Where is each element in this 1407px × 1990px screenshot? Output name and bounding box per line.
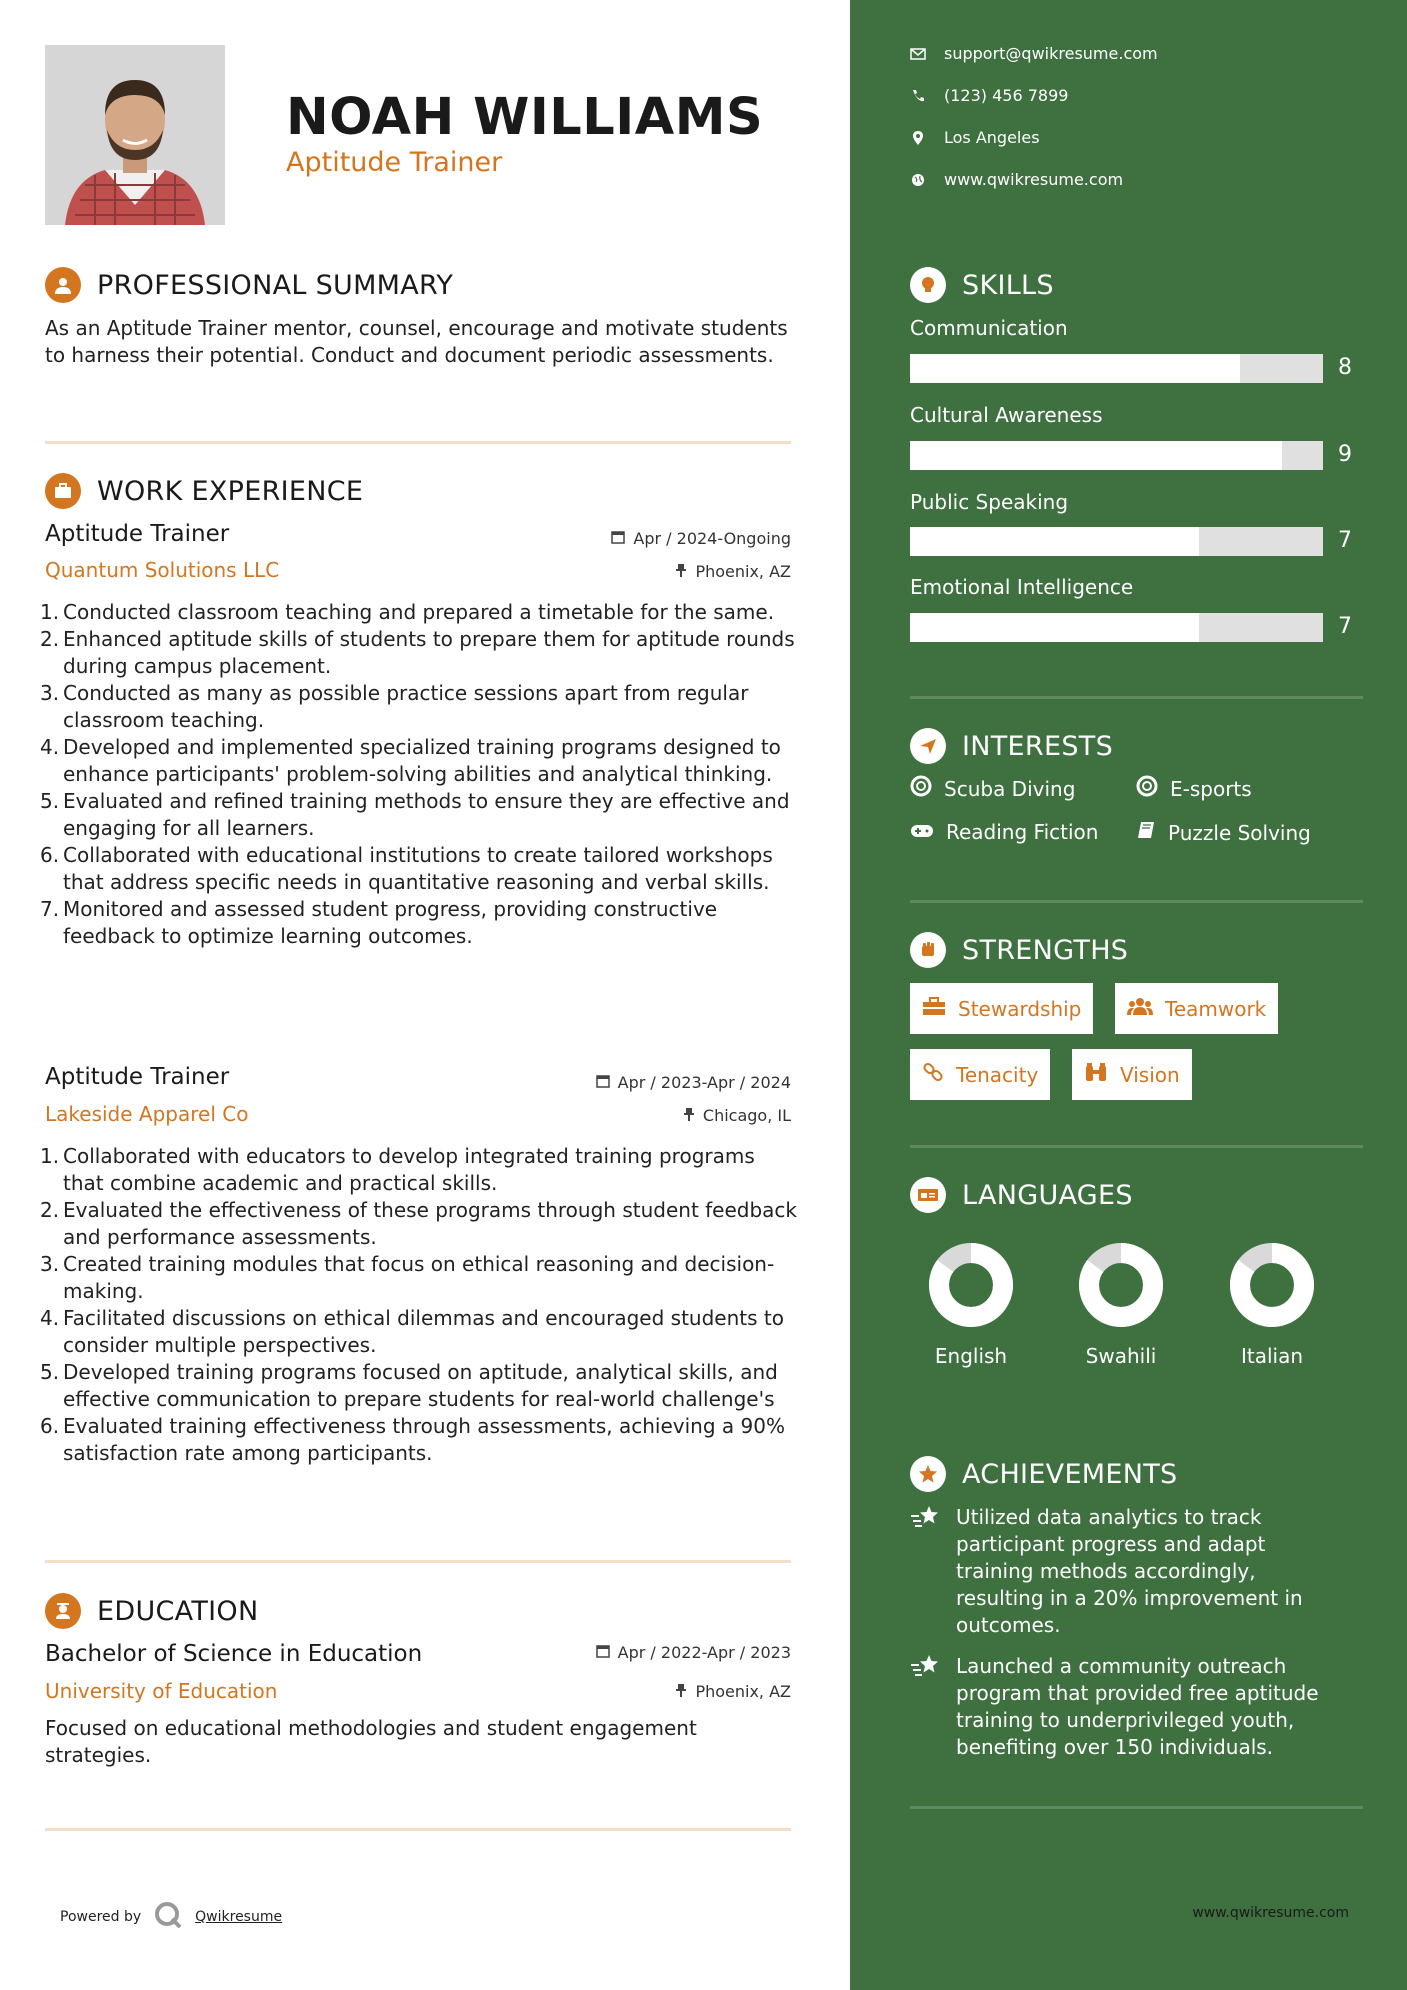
graduation-icon — [45, 1593, 81, 1629]
pin-icon — [683, 1106, 695, 1125]
language-label: English — [934, 1344, 1008, 1368]
life-ring-icon — [910, 775, 932, 802]
skill-fill — [910, 441, 1282, 470]
job-dates-text: Apr / 2024-Ongoing — [633, 529, 791, 548]
interests-heading — [910, 728, 1113, 764]
language-item — [1046, 1240, 1196, 1368]
skills-title: SKILLS — [962, 269, 1054, 301]
strength-label: Vision — [1120, 1062, 1180, 1087]
contact-website — [910, 170, 1123, 189]
job-dates-text: Apr / 2023-Apr / 2024 — [617, 1073, 791, 1092]
strength-badge — [910, 1049, 1050, 1100]
job-location-text: Chicago, IL — [702, 1106, 791, 1125]
email-text[interactable]: support@qwikresume.com — [944, 44, 1158, 63]
language-label: Swahili — [1085, 1344, 1157, 1368]
list-item: 1. Conducted classroom teaching and prepared a timetable for the same. — [40, 600, 775, 624]
list-item: 7. Monitored and assessed student progress, providing constructive feedback to optimize learning outcomes. — [40, 897, 718, 948]
strength-label: Teamwork — [1165, 996, 1267, 1021]
strengths-title: STRENGTHS — [962, 934, 1129, 966]
map-pin-icon — [910, 130, 926, 146]
work-heading — [45, 473, 363, 509]
skill-name: Emotional Intelligence — [910, 575, 1134, 599]
section-divider — [45, 1828, 791, 1831]
candidate-name: NOAH WILLIAMS — [286, 88, 764, 147]
qwikresume-logo-icon — [153, 1900, 183, 1934]
book-icon — [1136, 820, 1156, 845]
education-location — [675, 1682, 791, 1701]
interests-title: INTERESTS — [962, 730, 1114, 762]
list-item: 3. Created training modules that focus on ethical reasoning and decision-making. — [40, 1252, 775, 1303]
language-donut — [1227, 1240, 1317, 1330]
globe-icon — [910, 172, 926, 188]
skill-fill — [910, 354, 1240, 383]
paper-plane-icon — [910, 728, 946, 764]
achievement-item — [910, 1504, 1346, 1639]
candidate-title: Aptitude Trainer — [286, 147, 503, 178]
list-item: 5. Evaluated and refined training methods to ensure they are effective and engaging for all learners. — [40, 789, 790, 840]
contact-phone — [910, 86, 1068, 105]
binoculars-icon — [1084, 1062, 1108, 1087]
job-company: Lakeside Apparel Co — [45, 1102, 249, 1126]
link-icon — [922, 1061, 944, 1088]
fist-icon — [910, 932, 946, 968]
job-dates — [596, 1073, 791, 1092]
achievements-heading — [910, 1456, 1178, 1492]
job-title: Aptitude Trainer — [45, 521, 230, 547]
list-item: 2. Evaluated the effectiveness of these programs through student feedback and performance assessments. — [40, 1198, 798, 1249]
interest-item — [910, 820, 1098, 844]
shooting-star-icon — [910, 1653, 942, 1761]
list-item: 3. Conducted as many as possible practice sessions apart from regular classroom teaching. — [40, 681, 749, 732]
gamepad-icon — [910, 820, 934, 844]
skill-name: Cultural Awareness — [910, 403, 1103, 427]
interest-item — [1136, 820, 1311, 845]
list-item: 5. Developed training programs focused on aptitude, analytical skills, and effective communication to prepare students for real-world challenge's — [40, 1360, 778, 1411]
shooting-star-icon — [910, 1504, 942, 1639]
achievement-text: Launched a community outreach program that provided free aptitude training to underprivileged youth, benefiting over 150 individuals. — [956, 1654, 1319, 1759]
profile-photo — [45, 45, 225, 225]
envelope-icon — [910, 46, 926, 62]
interest-label: Scuba Diving — [944, 776, 1076, 801]
interest-item — [910, 775, 1075, 802]
section-divider — [45, 1560, 791, 1563]
user-icon — [45, 267, 81, 303]
school-name: University of Education — [45, 1679, 278, 1703]
skill-fill — [910, 527, 1199, 556]
footer-url[interactable]: www.qwikresume.com — [1192, 1905, 1349, 1921]
degree-title: Bachelor of Science in Education — [45, 1641, 423, 1667]
website-text[interactable]: www.qwikresume.com — [944, 170, 1124, 189]
education-dates — [596, 1643, 791, 1662]
skill-name: Communication — [910, 316, 1068, 340]
job-duties — [40, 1143, 800, 1467]
education-text: Focused on educational methodologies and student engagement strategies. — [45, 1716, 697, 1767]
job-title: Aptitude Trainer — [45, 1064, 230, 1090]
job-location — [683, 1106, 791, 1125]
users-icon — [1127, 996, 1153, 1021]
work-title: WORK EXPERIENCE — [97, 475, 364, 507]
language-item — [1197, 1240, 1347, 1368]
skill-level: 8 — [1338, 355, 1352, 380]
strength-badge — [1115, 983, 1278, 1034]
calendar-icon — [611, 529, 625, 548]
interest-label: Puzzle Solving — [1168, 820, 1311, 845]
section-divider — [45, 441, 791, 444]
language-label: Italian — [1240, 1344, 1304, 1368]
interest-item — [1136, 775, 1252, 802]
footer-powered — [60, 1900, 282, 1934]
summary-title: PROFESSIONAL SUMMARY — [97, 269, 454, 301]
strengths-heading — [910, 932, 1128, 968]
pin-icon — [675, 1682, 687, 1701]
powered-by-label: Powered by — [60, 1909, 142, 1925]
job-duties — [40, 599, 800, 950]
phone-text: (123) 456 7899 — [944, 86, 1069, 105]
education-heading — [45, 1593, 258, 1629]
lightbulb-icon — [910, 267, 946, 303]
languages-title: LANGUAGES — [962, 1179, 1133, 1211]
skill-level: 9 — [1338, 442, 1352, 467]
list-item: 2. Enhanced aptitude skills of students to prepare them for aptitude rounds during campus placement. — [40, 627, 795, 678]
language-icon — [910, 1177, 946, 1213]
list-item: 6. Evaluated training effectiveness through assessments, achieving a 90% satisfaction rate among participants. — [40, 1414, 785, 1465]
language-donut — [1076, 1240, 1166, 1330]
achievement-text: Utilized data analytics to track participant progress and adapt training methods accordingly, resulting in a 20% improvement in outcomes. — [956, 1505, 1303, 1637]
language-donut — [926, 1240, 1016, 1330]
pin-icon — [675, 562, 687, 581]
list-item: 4. Developed and implemented specialized training programs designed to enhance participants' problem-solving abilities and analytical thinking. — [40, 735, 781, 786]
life-ring-icon — [1136, 775, 1158, 802]
strength-badge — [1072, 1049, 1192, 1100]
sidebar — [850, 0, 1407, 1990]
skill-fill — [910, 613, 1199, 642]
skills-heading — [910, 267, 1054, 303]
contact-location — [910, 128, 1040, 147]
toolbox-icon — [922, 996, 946, 1021]
section-divider — [910, 696, 1363, 699]
list-item: 4. Facilitated discussions on ethical dilemmas and encouraged students to consider multiple perspectives. — [40, 1306, 784, 1357]
language-item — [896, 1240, 1046, 1368]
section-divider — [910, 1806, 1363, 1809]
interest-label: E-sports — [1170, 776, 1252, 801]
calendar-icon — [596, 1643, 610, 1662]
job-dates — [611, 529, 791, 548]
skill-level: 7 — [1338, 528, 1352, 553]
skill-bar — [910, 613, 1323, 642]
section-divider — [910, 900, 1363, 903]
strength-label: Stewardship — [958, 996, 1082, 1021]
job-company: Quantum Solutions LLC — [45, 558, 280, 582]
education-location-text: Phoenix, AZ — [695, 1682, 791, 1701]
skill-bar — [910, 441, 1323, 470]
summary-text: As an Aptitude Trainer mentor, counsel, encourage and motivate students to harness their potential. Conduct and document periodic assessments. — [45, 316, 788, 367]
summary-heading — [45, 267, 453, 303]
languages-heading — [910, 1177, 1133, 1213]
skill-bar — [910, 354, 1323, 383]
qwikresume-link[interactable]: Qwikresume — [195, 1909, 283, 1925]
location-text: Los Angeles — [944, 128, 1040, 147]
phone-icon — [910, 88, 926, 104]
list-item: 1. Collaborated with educators to develop integrated training programs that combine academic and practical skills. — [40, 1144, 755, 1195]
strength-badge — [910, 983, 1093, 1034]
achievement-item — [910, 1653, 1346, 1761]
skill-level: 7 — [1338, 614, 1352, 639]
job-location — [675, 562, 791, 581]
education-title: EDUCATION — [97, 1595, 259, 1627]
star-icon — [910, 1456, 946, 1492]
skill-name: Public Speaking — [910, 490, 1069, 514]
education-dates-text: Apr / 2022-Apr / 2023 — [617, 1643, 791, 1662]
contact-email — [910, 44, 1158, 63]
briefcase-icon — [45, 473, 81, 509]
section-divider — [910, 1145, 1363, 1148]
strength-label: Tenacity — [956, 1062, 1039, 1087]
achievements-title: ACHIEVEMENTS — [962, 1458, 1178, 1490]
job-location-text: Phoenix, AZ — [695, 562, 791, 581]
calendar-icon — [596, 1073, 610, 1092]
list-item: 6. Collaborated with educational institutions to create tailored workshops that address specific needs in quantitative reasoning and verbal skills. — [40, 843, 773, 894]
interest-label: Reading Fiction — [946, 820, 1099, 844]
skill-bar — [910, 527, 1323, 556]
